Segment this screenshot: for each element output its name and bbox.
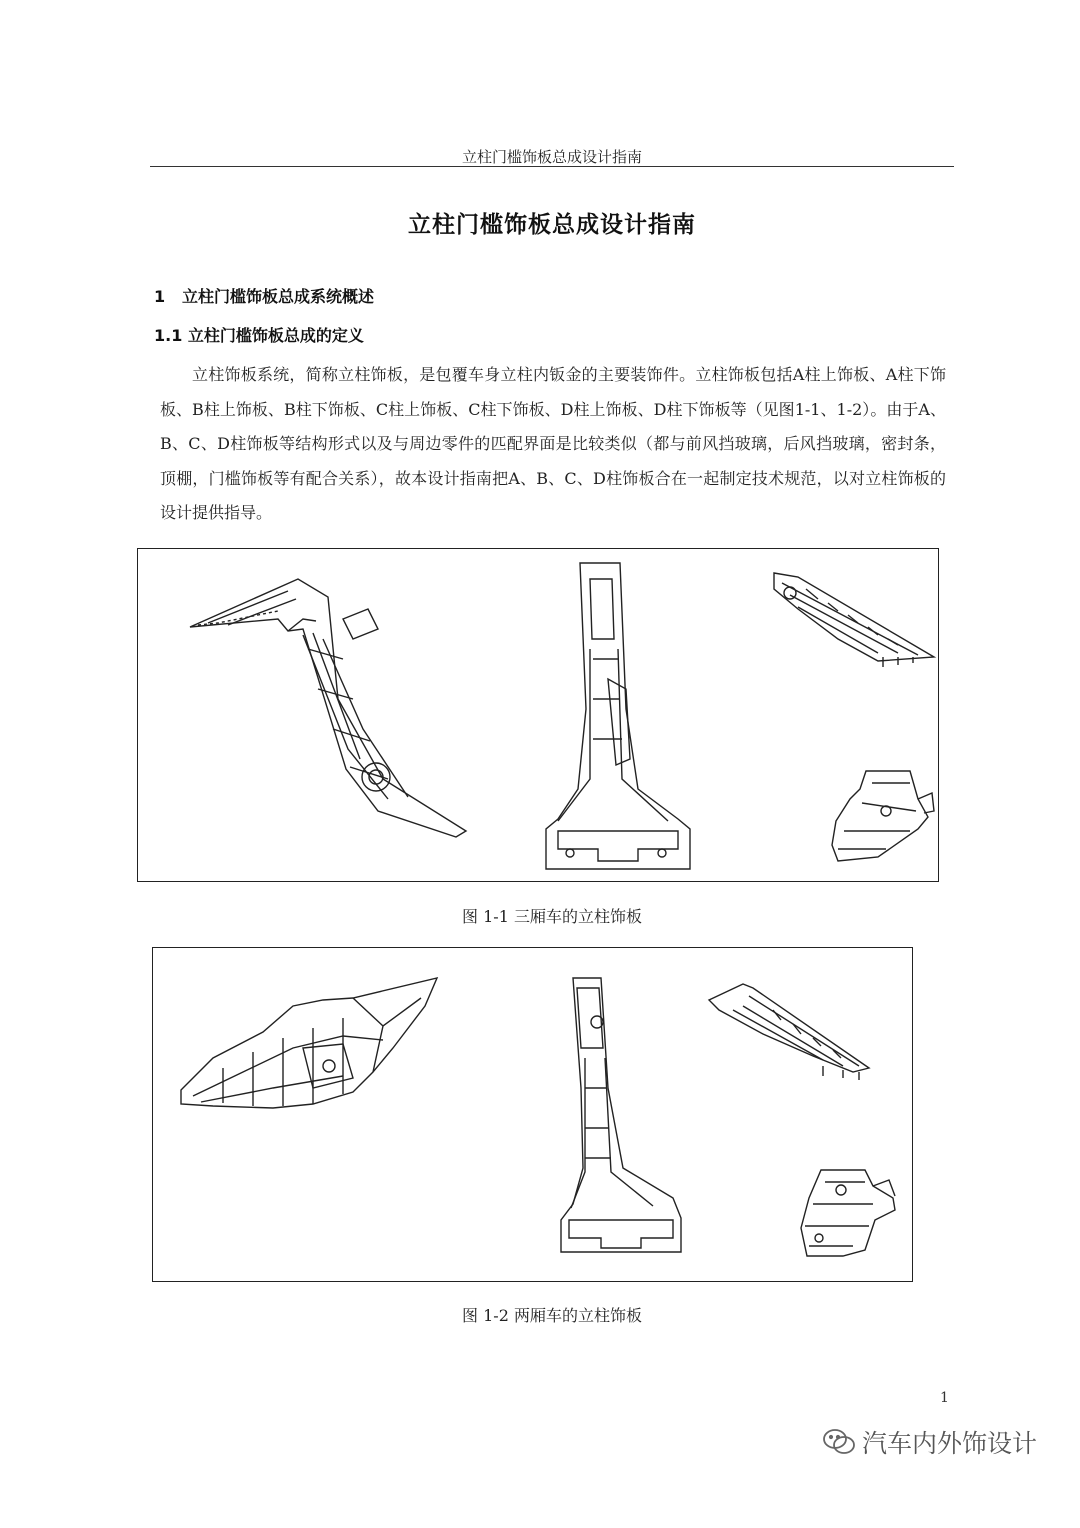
section-number: 1 bbox=[154, 287, 166, 306]
a-pillar-trim-part bbox=[190, 579, 466, 837]
d-pillar-trim-part bbox=[181, 978, 437, 1108]
watermark-text: 汽车内外饰设计 bbox=[862, 1429, 1038, 1458]
pillar-trim-drawing-hatchback bbox=[153, 948, 912, 1281]
document-title: 立柱门槛饰板总成设计指南 bbox=[408, 212, 696, 238]
body-paragraph: 立柱饰板系统，简称立柱饰板，是包覆车身立柱内钣金的主要装饰件。立柱饰板包括A柱上饰板、A柱下饰板、B柱上饰板、B柱下饰板、C柱上饰板、C柱下饰板、D柱上饰板、D柱下饰板等（见图1-1、1-2）。由于A、B、C、D柱饰板等结构形式以及与周边零件的匹配界面是比较类似（都与前风挡玻璃，后风挡玻璃，密封条，顶棚，门槛饰板等有配合关系），故本设计指南把A、B、C、D柱饰板合在一起制定技术规范，以对立柱饰板的设计提供指导。 bbox=[160, 365, 946, 522]
b-pillar-trim-part bbox=[561, 978, 681, 1252]
c-pillar-lower-trim-part bbox=[801, 1170, 895, 1256]
b-pillar-trim-part bbox=[546, 563, 690, 869]
c-pillar-upper-trim-part bbox=[709, 984, 869, 1080]
figure-1-2 bbox=[152, 947, 913, 1282]
figure-1-2-caption: 图 1-2 两厢车的立柱饰板 bbox=[462, 1306, 642, 1325]
section-title: 立柱门槛饰板总成系统概述 bbox=[182, 287, 375, 306]
watermark bbox=[822, 1424, 1037, 1460]
wechat-icon bbox=[822, 1428, 856, 1456]
c-pillar-lower-trim-part bbox=[832, 771, 934, 861]
page-number: 1 bbox=[940, 1390, 949, 1406]
running-header: 立柱门槛饰板总成设计指南 bbox=[461, 148, 642, 166]
figure-1-1-caption: 图 1-1 三厢车的立柱饰板 bbox=[462, 907, 642, 926]
figure-1-1 bbox=[137, 548, 939, 882]
section-heading-1 bbox=[154, 284, 374, 307]
section-heading-1-1: 1.1 立柱门槛饰板总成的定义 bbox=[154, 326, 364, 345]
c-pillar-upper-trim-part bbox=[774, 573, 934, 667]
header-rule bbox=[150, 166, 954, 167]
pillar-trim-drawing-sedan bbox=[138, 549, 938, 881]
